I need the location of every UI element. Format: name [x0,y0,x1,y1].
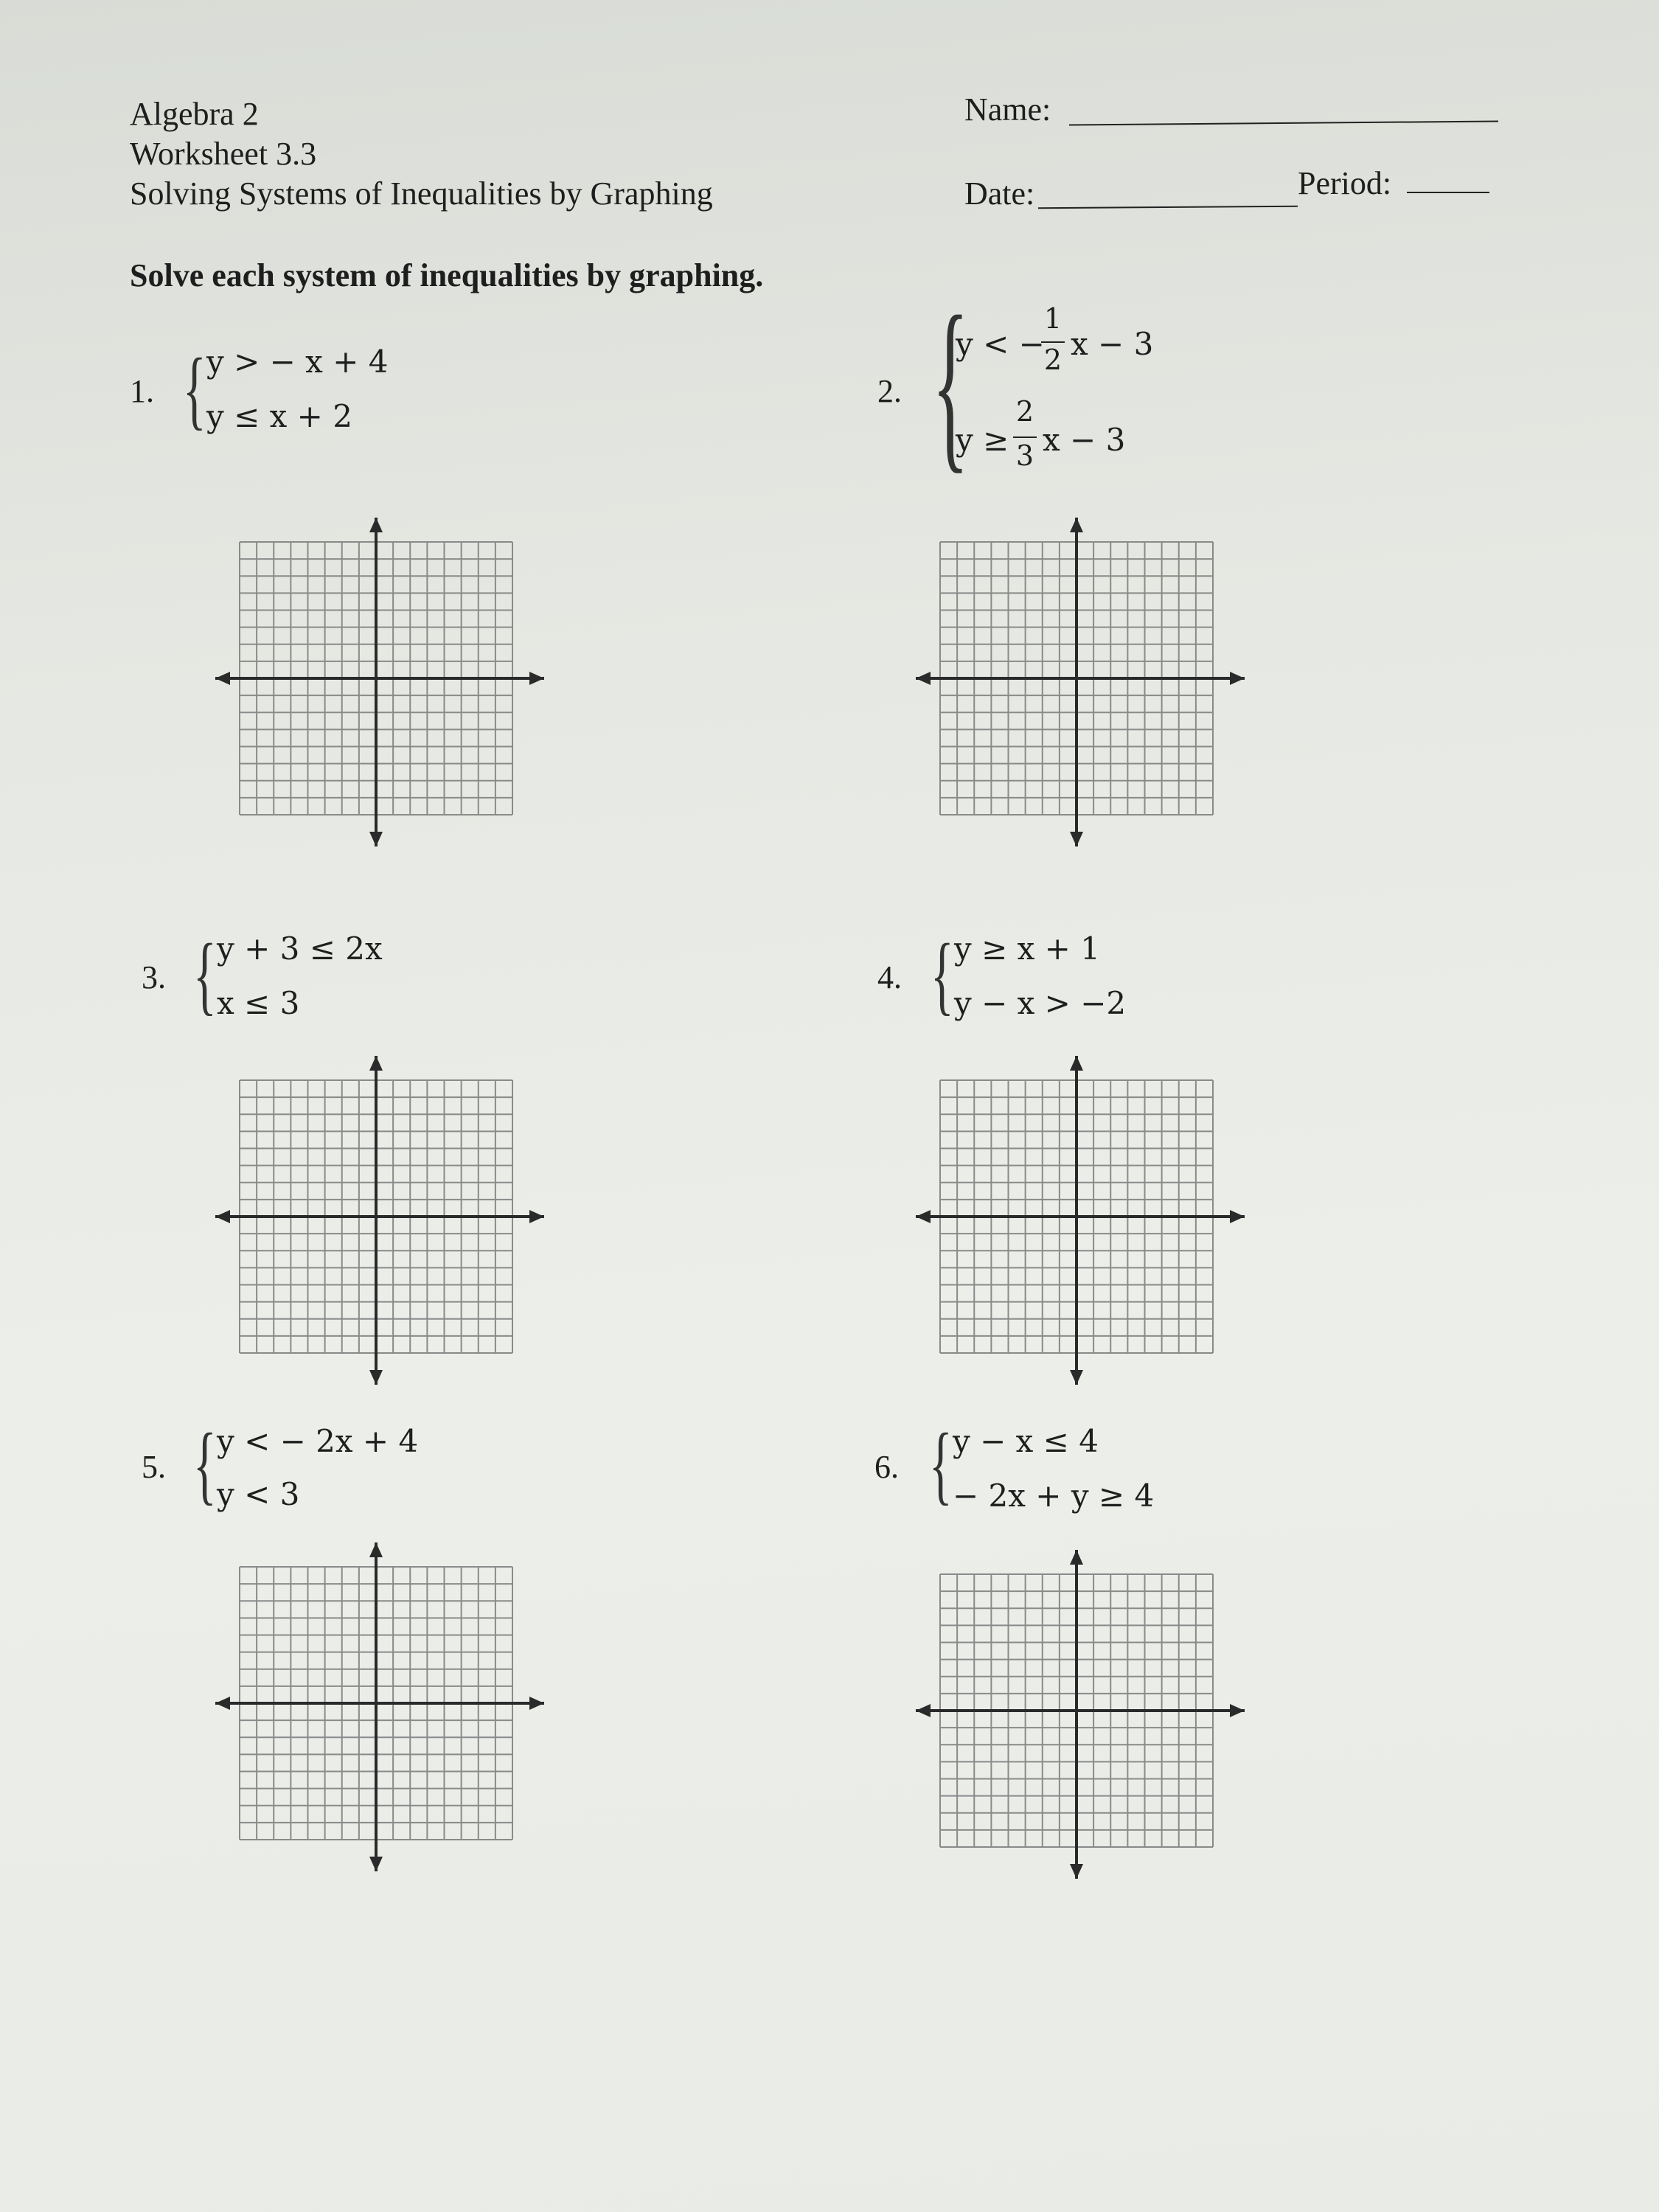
problem-2-ineq2-numerator: 2 [1015,395,1034,428]
y-axis-arrow-up [1070,1550,1083,1565]
problem-6-inequality-2: − 2x + y ≥ 4 [953,1478,1155,1514]
y-axis-arrow-up [1070,1056,1083,1071]
problem-6-inequality-1: y − x ≤ 4 [953,1423,1099,1459]
x-axis-arrow-right [1230,1210,1245,1223]
course-title: Algebra 2 [130,96,259,132]
problem-2-ineq2-denominator: 3 [1015,439,1034,472]
instructions: Solve each system of inequalities by graphing. [130,257,764,293]
problem-5-inequality-2: y < 3 [217,1476,300,1512]
x-axis-arrow-left [916,1704,931,1717]
problem-2-ineq2-fraction-bar [1013,437,1037,438]
problem-4-number: 4. [877,959,902,995]
x-axis-arrow-left [916,672,931,685]
problem-4-brace: { [931,925,954,1023]
problem-6-number: 6. [874,1449,899,1485]
x-axis-arrow-right [529,672,544,685]
problem-4-inequality-2: y − x > −2 [954,985,1127,1021]
x-axis-arrow-right [1230,1704,1245,1717]
problem-5-inequality-1: y < − 2x + 4 [217,1423,419,1459]
x-axis-arrow-left [215,1210,230,1223]
problem-4-inequality-1: y ≥ x + 1 [954,931,1100,967]
graph-6[interactable] [914,1548,1246,1880]
problem-2-number: 2. [877,373,902,409]
y-axis-arrow-up [369,1543,383,1557]
problem-2-ineq1-lhs: y < − [956,326,1045,362]
problem-1-inequality-1: y > − x + 4 [206,344,389,380]
y-axis-arrow-down [369,1370,383,1385]
problem-1-inequality-2: y ≤ x + 2 [206,398,352,434]
x-axis-arrow-left [215,1697,230,1710]
y-axis-arrow-up [369,518,383,532]
x-axis-arrow-right [529,1210,544,1223]
name-field[interactable] [1069,120,1498,125]
problem-2-ineq1-rhs: x − 3 [1071,326,1154,362]
worksheet-topic: Solving Systems of Inequalities by Graphing [130,175,713,212]
graph-4[interactable] [914,1054,1246,1386]
y-axis-arrow-down [1070,1864,1083,1879]
graph-2[interactable] [914,516,1246,848]
y-axis-arrow-down [1070,1370,1083,1385]
problem-2-ineq1-numerator: 1 [1043,302,1062,335]
problem-3-number: 3. [142,959,166,995]
x-axis-arrow-right [1230,672,1245,685]
period-label: Period: [1298,165,1392,201]
problem-2-ineq2-lhs: y ≥ [956,422,1009,458]
problem-6-brace: { [929,1415,953,1513]
x-axis-arrow-right [529,1697,544,1710]
period-field[interactable] [1407,192,1489,193]
y-axis-arrow-up [369,1056,383,1071]
name-label: Name: [964,91,1051,128]
y-axis-arrow-down [1070,832,1083,846]
problem-5-brace: { [193,1415,217,1513]
problem-3-inequality-1: y + 3 ≤ 2x [217,931,383,967]
problem-2-ineq2-rhs: x − 3 [1043,422,1126,458]
graph-3[interactable] [214,1054,546,1386]
problem-5-number: 5. [142,1449,166,1485]
problem-2-brace: { [932,277,969,490]
problem-3-inequality-2: x ≤ 3 [217,985,300,1021]
problem-1-number: 1. [130,373,154,409]
graph-5[interactable] [214,1541,546,1873]
date-label: Date: [964,175,1035,212]
y-axis-arrow-up [1070,518,1083,532]
y-axis-arrow-down [369,832,383,846]
problem-2-ineq1-fraction-bar [1041,341,1065,343]
date-field[interactable] [1038,206,1298,209]
problem-1-brace: { [183,340,206,438]
x-axis-arrow-left [916,1210,931,1223]
y-axis-arrow-down [369,1857,383,1871]
x-axis-arrow-left [215,672,230,685]
graph-1[interactable] [214,516,546,848]
worksheet-number: Worksheet 3.3 [130,136,317,172]
problem-3-brace: { [193,925,217,1023]
problem-2-ineq1-denominator: 2 [1043,344,1062,376]
